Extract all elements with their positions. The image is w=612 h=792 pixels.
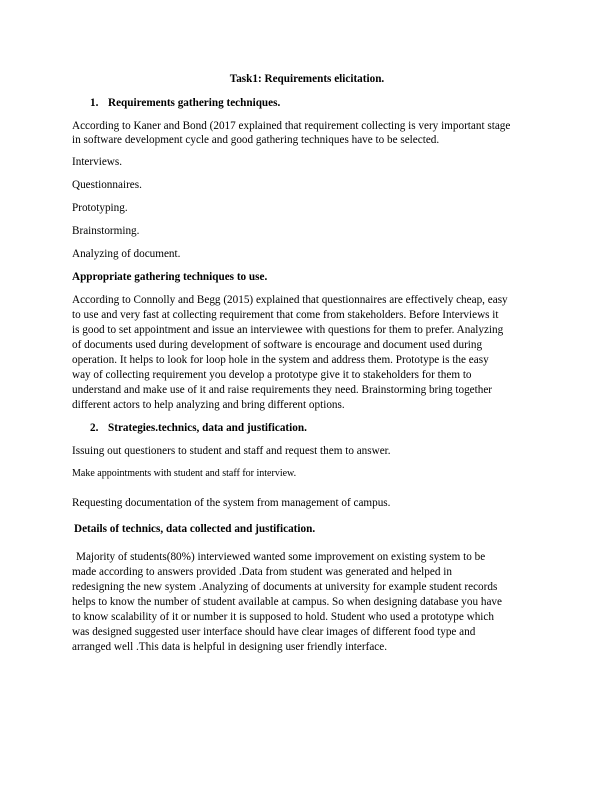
appropriate-line: way of collecting requirement you develop a prototype give it to stakeholders for them to — [72, 369, 472, 381]
appropriate-line: understand and make use of it and raise requirements they need. Brainstorming bring together — [72, 384, 493, 396]
strategy-item: Issuing out questioners to student and staff and request them to answer. — [72, 445, 391, 457]
technique-item: Interviews. — [72, 156, 123, 168]
section1-intro-line: in software development cycle and good gathering techniques have to be selected. — [72, 134, 440, 146]
appropriate-line: of documents used during development of software is encourage and document used during — [72, 339, 483, 351]
section2-heading: Strategies.technics, data and justification. — [108, 422, 307, 434]
technique-item: Questionnaires. — [72, 179, 142, 191]
appropriate-line: According to Connolly and Begg (2015) explained that questionnaires are effectively cheap, easy — [72, 294, 508, 306]
technique-item: Prototyping. — [72, 202, 128, 214]
details-line: Majority of students(80%) interviewed wanted some improvement on existing system to be — [76, 551, 486, 563]
details-line: was designed suggested user interface should have clear images of different food type and — [72, 626, 476, 638]
appropriate-line: operation. It helps to look for loop hole in the system and address them. Prototype is the easy — [72, 354, 489, 366]
appropriate-line: to use and very fast at collecting requirement that come from stakeholders. Before Interviews it — [72, 309, 499, 321]
appropriate-line: different actors to help analyzing and bring different options. — [72, 399, 345, 411]
details-heading: Details of technics, data collected and justification. — [74, 523, 316, 535]
section1-number: 1. — [90, 97, 99, 109]
strategy-item: Requesting documentation of the system from management of campus. — [72, 497, 391, 509]
appropriate-heading: Appropriate gathering techniques to use. — [72, 271, 268, 283]
details-line: redesigning the new system .Analyzing of documents at university for example student records — [72, 581, 498, 593]
document-title: Task1: Requirements elicitation. — [229, 73, 385, 85]
technique-item: Brainstorming. — [72, 225, 140, 237]
section1-intro-line: According to Kaner and Bond (2017 explained that requirement collecting is very important stage — [72, 120, 511, 132]
details-line: arranged well .This data is helpful in designing user friendly interface. — [72, 641, 388, 653]
section2-number: 2. — [90, 422, 99, 434]
section1-heading: Requirements gathering techniques. — [108, 97, 281, 109]
details-line: made according to answers provided .Data from student was generated and helped in — [72, 566, 452, 578]
technique-item: Analyzing of document. — [72, 248, 181, 260]
details-line: helps to know the number of student available at campus. So when designing database you have — [72, 596, 502, 608]
appropriate-line: is good to set appointment and issue an interviewee with questions for them to prefer. Analyzing — [72, 324, 504, 336]
strategy-item: Make appointments with student and staff for interview. — [72, 468, 297, 479]
details-line: to know scalability of it or number it is supposed to hold. Student who used a prototype which — [72, 611, 494, 623]
